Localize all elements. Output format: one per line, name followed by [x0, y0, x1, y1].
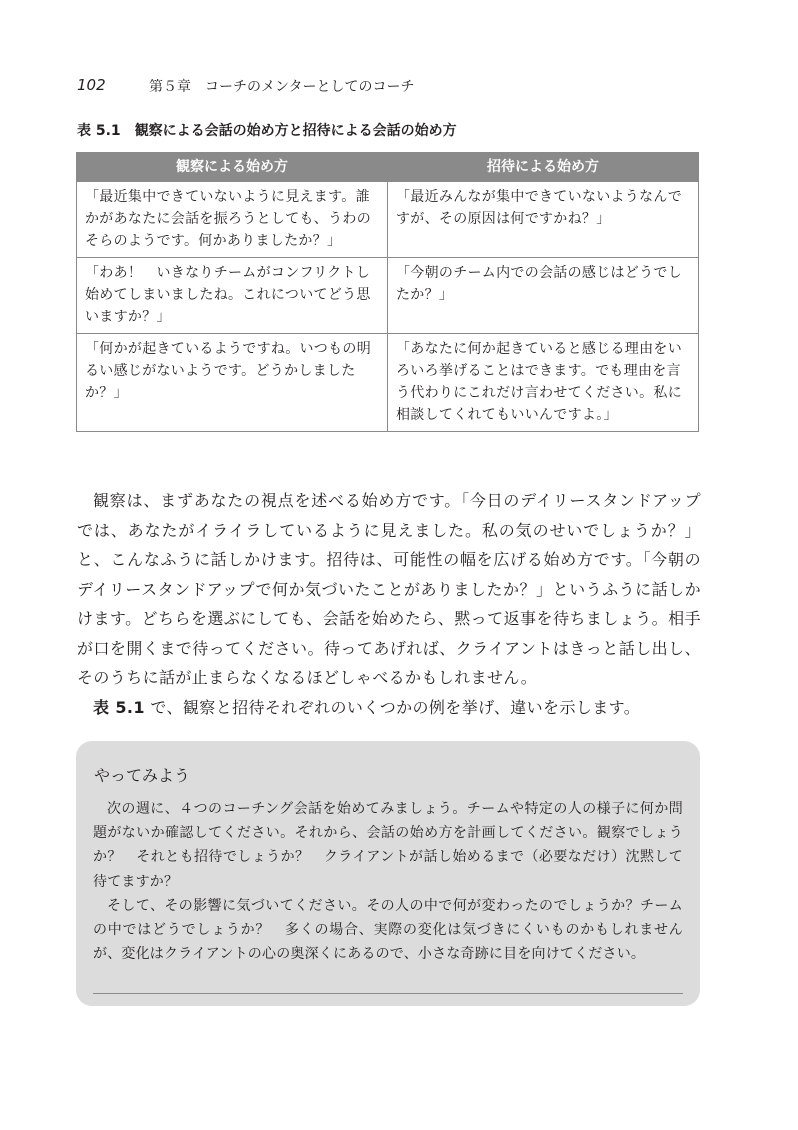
comparison-table: [76, 152, 699, 432]
table-cell: 「あなたに何か起きていると感じる理由をいろいろ挙げることはできます。でも理由を言う代わりにこれだけ言わせてください。私に相談してくれてもいいんですよ。」: [388, 334, 699, 432]
exercise-box: [76, 741, 700, 1006]
exercise-title: やってみよう: [94, 766, 191, 785]
table-reference: 表 5.1: [93, 697, 145, 717]
table-cell: 「今朝のチーム内での会話の感じはどうでしたか？」: [388, 258, 699, 334]
page-number: 102: [77, 76, 106, 94]
table-cell: 「わあ！ いきなりチームがコンフリクトし始めてしまいましたね。これについてどう思いますか？」: [77, 258, 388, 334]
chapter-title: 第５章 コーチのメンターとしてのコーチ: [149, 79, 415, 95]
exercise-divider: [93, 993, 683, 994]
exercise-body: [93, 797, 683, 966]
table-cell: 「最近みんなが集中できていないようなんですが、その原因は何ですかね？」: [388, 182, 699, 258]
body-paragraph: 観察は、まずあなたの視点を述べる始め方です。「今日のデイリースタンドアップでは、あなたがイライラしているように見えました。私の気のせいでしょうか？」と、こんなふうに話しかけます。招待は、可能性の幅を広げる始め方です。「今朝のデイリースタンドアップで何か気づいたことがありましたか？」というふうに話しかけます。どちらを選ぶにしても、会話を始めたら、黙って返事を待ちましょう。相手が口を開くまで待ってください。待ってあげれば、クライアントはきっと話し出し、そのうちに話が止まらなくなるほどしゃべるかもしれません。: [77, 491, 701, 687]
column-header-observation: 観察による始め方: [77, 153, 388, 182]
column-header-invitation: 招待による始め方: [388, 153, 699, 182]
table-cell: 「何かが起きているようですね。いつもの明るい感じがないようです。どうかしましたか？」: [77, 334, 388, 432]
body-paragraph-text: で、観察と招待それぞれのいくつかの例を挙げ、違いを示します。: [150, 697, 641, 717]
table-caption-title: 観察による会話の始め方と招待による会話の始め方: [134, 123, 457, 139]
table-caption-label: 表 5.1: [77, 123, 121, 139]
exercise-paragraph: 次の週に、４つのコーチング会話を始めてみましょう。チームや特定の人の様子に何か問題がないか確認してください。それから、会話の始め方を計画してください。観察でしょうか？ それとも招待でしょうか？ クライアントが話し始めるまで（必要なだけ）沈黙して待てますか？: [93, 801, 683, 890]
table-caption: [77, 120, 457, 140]
table-row: [77, 334, 699, 432]
table-row: [77, 258, 699, 334]
table-cell: 「最近集中できていないように見えます。誰かがあなたに会話を振ろうとしても、うわのそらのようです。何かありましたか？」: [77, 182, 388, 258]
body-text: [77, 486, 701, 722]
table-row: [77, 182, 699, 258]
exercise-paragraph: そして、その影響に気づいてください。その人の中で何が変わったのでしょうか？チームの中ではどうでしょうか？ 多くの場合、実際の変化は気づきにくいものかもしれませんが、変化はクライアントの心の奥深くにあるので、小さな奇跡に目を向けてください。: [93, 897, 683, 963]
table-header-row: [77, 153, 699, 182]
body-paragraph: [77, 693, 701, 723]
